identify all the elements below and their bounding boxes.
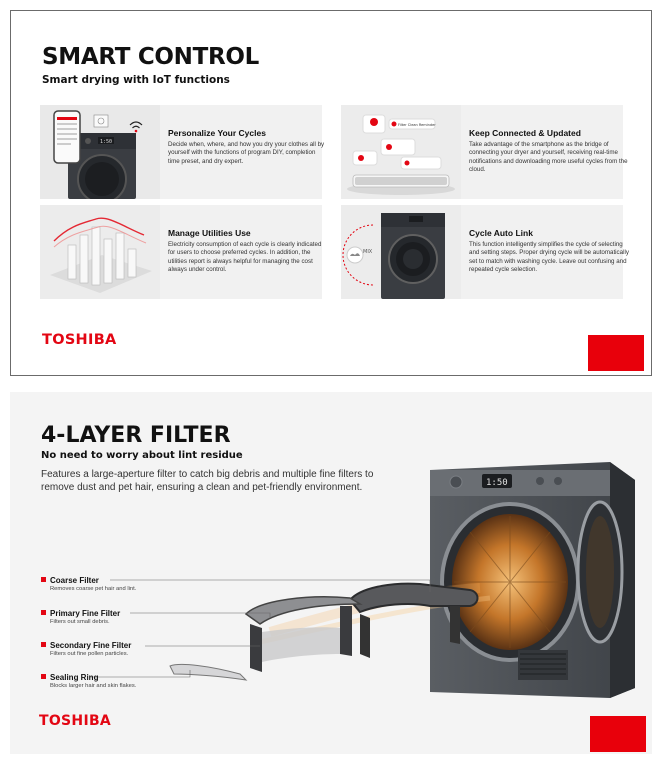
card-manage-utilities [40,205,322,299]
toshiba-logo: TOSHIBA [39,713,112,729]
card-body: This function intelligently simplifies the cycle of selecting and setting steps. Proper drying cycle will be automatically set to match with washing cycle. Leave out confusing and repeated cycle selection. [469,241,629,273]
layer-desc: Filters out small debris. [50,619,110,625]
card-title: Personalize Your Cycles [168,128,266,138]
smart-control-title: SMART CONTROL [42,44,260,70]
filter-description: Features a large-aperture filter to catch big debris and multiple fine filters to remove dust and pet hair, ensuring a clean and pet-friendly environment. [41,469,374,493]
card-body: Take advantage of the smartphone as the bridge of connecting your dryer and yourself, receiving real-time notifications and downloading more useful cycles from the cloud. [469,141,628,173]
smart-control-subtitle: Smart drying with IoT functions [42,74,230,86]
card-title: Cycle Auto Link [469,228,533,238]
utilities-bar-chart-image [40,205,160,299]
card-body: Decide when, where, and how you dry your clothes all by yourself with the functions of program DIY, completion time preset, and dry expert. [168,141,325,165]
layer-secondary-fine-filter [41,641,241,657]
phone-notifications-image [341,105,461,199]
card-title: Manage Utilities Use [168,228,251,238]
red-corner-square [590,716,646,752]
toshiba-logo: TOSHIBA [42,332,117,348]
red-corner-square [588,335,644,371]
filter-subtitle: No need to worry about lint residue [41,450,243,461]
layer-desc: Removes coarse pet hair and lint. [50,586,137,592]
dryer-display-readout: 1:50 [486,478,508,488]
layer-title: Sealing Ring [50,673,99,682]
layer-title: Primary Fine Filter [50,609,121,618]
layer-title: Coarse Filter [50,576,99,585]
card-text [469,128,629,174]
layer-primary-fine-filter [41,609,241,625]
red-bullet-icon [41,674,46,679]
card-cycle-auto-link [341,205,629,299]
filter-panel [10,392,652,754]
layer-coarse-filter [41,576,241,592]
layer-desc: Filters out fine pollen particles. [50,651,129,657]
red-bullet-icon [41,642,46,647]
dryer-display-readout: 1:50 [100,139,113,145]
dryer-auto-link-image [341,205,461,299]
mix-label: MIX [363,249,373,255]
red-bullet-icon [41,610,46,615]
card-personalize-cycles [40,105,325,199]
layer-desc: Blocks larger hair and skin flakes. [50,683,137,689]
filter-title: 4-LAYER FILTER [41,423,231,448]
card-title: Keep Connected & Updated [469,128,581,138]
phone-dryer-wifi-image [40,105,160,199]
smart-control-panel [10,10,652,376]
red-bullet-icon [41,577,46,582]
card-text [168,128,328,166]
card-keep-connected [341,105,628,199]
layer-sealing-ring [41,673,241,689]
notification-bubble-label: Filter Clean Reminder [398,123,436,127]
card-body: Electricity consumption of each cycle is clearly indicated for users to choose preferred cycles. In addition, the utilities report is always helpful for managing the cost always under control. [168,241,322,273]
layer-title: Secondary Fine Filter [50,641,132,650]
card-text [168,228,328,274]
card-text [469,228,629,274]
